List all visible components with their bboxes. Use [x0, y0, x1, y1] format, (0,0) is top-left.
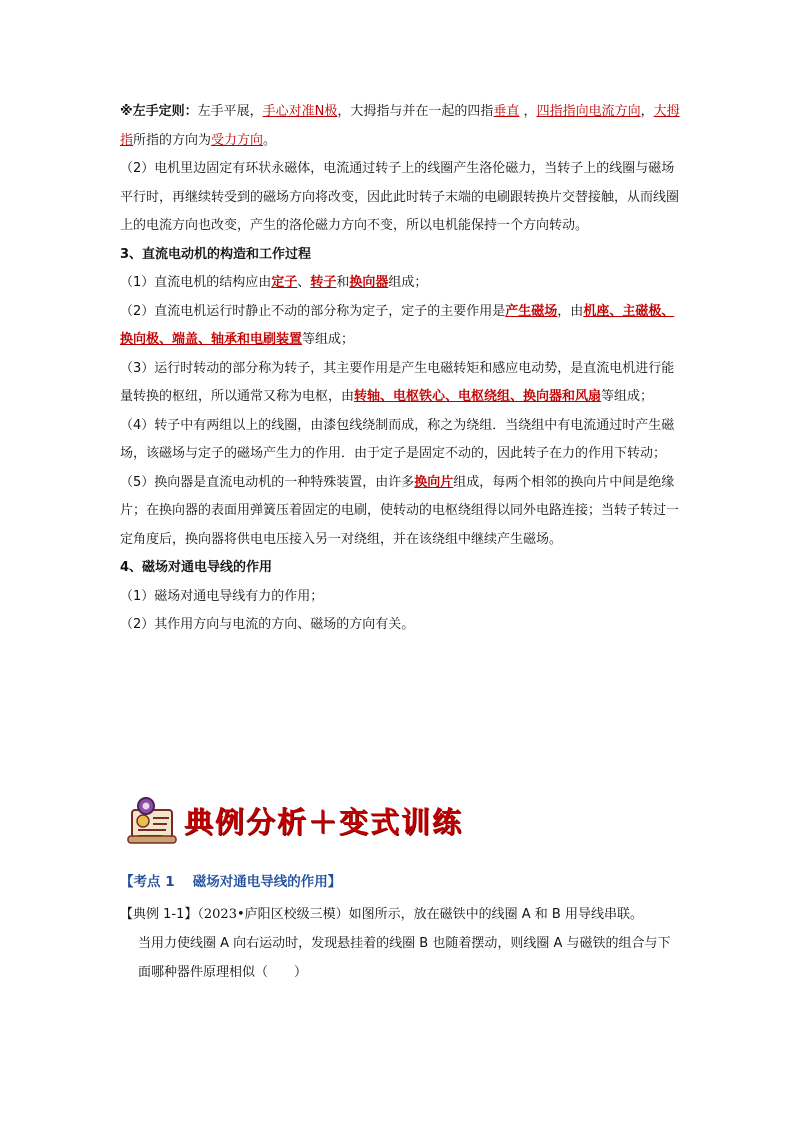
- item-highlight: 转子: [310, 275, 337, 290]
- item-text: ，由: [557, 303, 584, 319]
- item-highlight: 产生磁场: [505, 303, 558, 319]
- item-text: 和: [336, 275, 350, 290]
- paragraph-motor-principle: （2）电机里边固定有环状永磁体，电流通过转子上的线圈产生洛伦磁力，当转子上的线圈与磁场平行时，再继续转受到的磁场方向将改变，因此此时转子末端的电刷跟转换片交替接触，从而线圈上的电流方向也改变，产生的洛伦磁力方向不变，所以电机能保持一个方向转动。: [120, 161, 680, 233]
- item-text: （5）换向器是直流电动机的一种特殊装置，由许多: [120, 474, 415, 490]
- item-text: 等组成；: [302, 332, 355, 347]
- example-label: 【典例 1-1】: [120, 907, 198, 922]
- rule-highlight: 四指指向电流方向: [536, 104, 641, 119]
- rule-highlight: 大拇指: [120, 104, 680, 148]
- list-item: [120, 298, 680, 355]
- rule-label: ※左手定则：: [120, 104, 198, 119]
- example-text: 如图所示，放在磁铁中的线圈 A 和 B 用导线串联。: [348, 907, 643, 922]
- rule-highlight: 受力方向: [211, 132, 264, 148]
- item-highlight: 转轴、电枢铁心、电枢绕组、换向器和风扇: [354, 389, 602, 404]
- item-text: 等组成；: [601, 389, 654, 404]
- rule-text: 所指的方向为: [133, 132, 212, 148]
- example-question: [120, 900, 680, 987]
- item-text: （1）直流电机的结构应由: [120, 275, 272, 290]
- banner-title: 典例分析＋变式训练: [184, 805, 464, 839]
- section-heading-4: 4、磁场对通电导线的作用: [120, 560, 273, 575]
- item-highlight: 定子: [271, 275, 298, 290]
- item-text: 组成，每两个相邻的换向片中间是绝缘片；在换向器的表面用弹簧压着固定的电刷，使转动的电枢绕组得以同外电路连接；当转子转过一定角度后，换向器将供电电压接入另一对绕组，并在该绕组中继续产生磁场。: [120, 474, 680, 547]
- rule-text: 。: [263, 132, 277, 148]
- rule-highlight: 垂直: [493, 104, 520, 119]
- rule-text: ，大拇指与并在一起的四指: [337, 104, 494, 119]
- item-text: （2）直流电机运行时静止不动的部分称为定子，定子的主要作用是: [120, 303, 506, 319]
- rule-text: 左手平展，: [197, 104, 263, 119]
- item-text: 、: [297, 275, 311, 290]
- example-source: （2023•庐阳区校级三模）: [197, 907, 349, 922]
- list-item: （2）其作用方向与电流的方向、磁场的方向有关。: [120, 617, 415, 632]
- list-item: （4）转子中有两组以上的线圈，由漆包线绕制而成，称之为绕组．当绕组中有电流通过时产生磁场，该磁场与定子的磁场产生力的作用．由于定子是固定不动的，因此转子在力的作用下转动；: [120, 417, 675, 461]
- item-highlight: 换向器: [349, 275, 389, 290]
- list-item: [120, 269, 680, 298]
- left-hand-rule: [120, 98, 680, 155]
- example-first-line: [120, 900, 680, 929]
- item-highlight: 换向片: [414, 474, 454, 490]
- section-banner: [126, 796, 466, 846]
- example-continuation: 当用力使线圈 A 向右运动时，发现悬挂着的线圈 B 也随着摆动，则线圈 A 与磁铁的组合与下面哪种器件原理相似（ ）: [138, 936, 671, 980]
- section-heading-3: 3、直流电动机的构造和工作过程: [120, 246, 312, 262]
- list-item: （1）磁场对通电导线有力的作用；: [120, 588, 324, 604]
- kaodian-heading: 【考点 1 磁场对通电导线的作用】: [120, 874, 342, 890]
- rule-highlight: 手心对准N极: [262, 104, 338, 119]
- list-item: [120, 469, 680, 555]
- item-text: （3）运行时转动的部分称为转子，其主要作用是产生电磁转矩和感应电动势，是直流电机进行能量转换的枢纽，所以通常又称为电枢，由: [120, 360, 675, 404]
- rule-text: ，: [640, 104, 654, 119]
- item-text: 组成；: [388, 275, 428, 290]
- list-item: [120, 355, 680, 412]
- scroll-icon: [126, 796, 182, 846]
- rule-text: ，: [519, 104, 537, 119]
- item-highlight: 机座、主磁极、换向极、端盖、轴承和电刷装置: [120, 303, 675, 347]
- document-body: [120, 98, 680, 640]
